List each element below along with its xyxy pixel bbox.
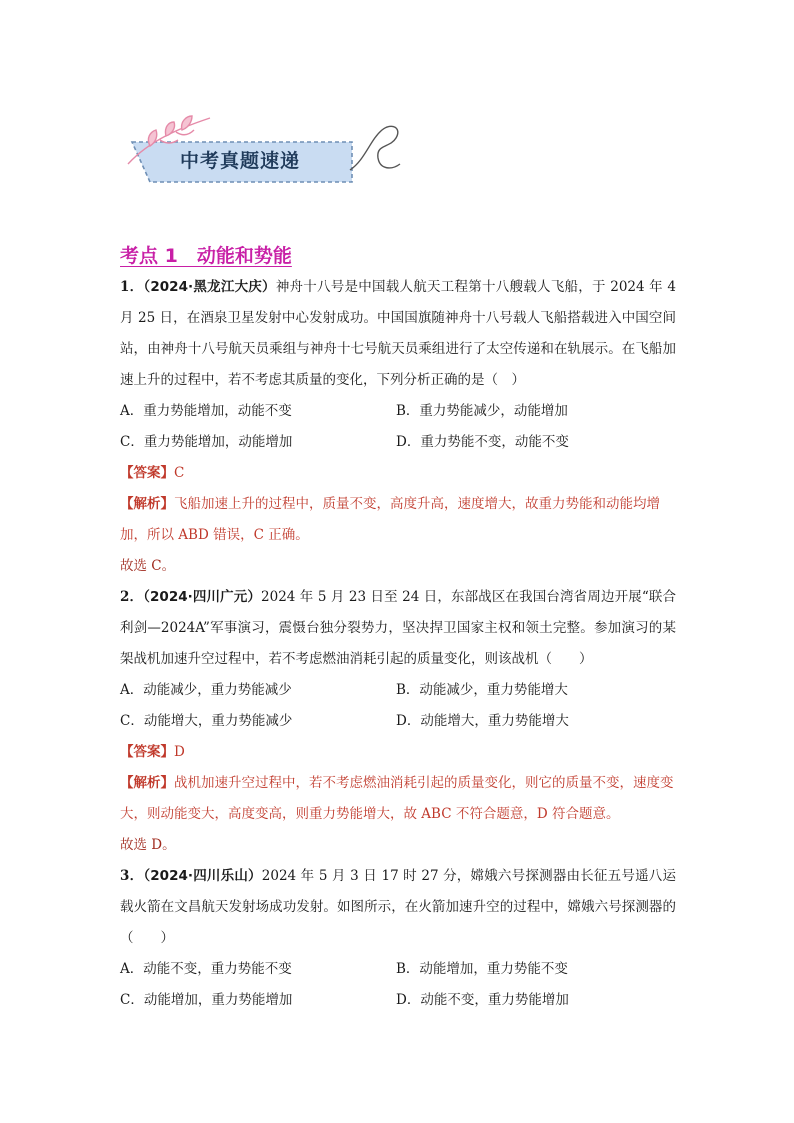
- analysis-text: 战机加速升空过程中，若不考虑燃油消耗引起的质量变化，则它的质量不变，速度变大，则动能变大，高度变高，则重力势能增大，故 ABC 不符合题意，D 符合题意。: [120, 775, 674, 822]
- option-c: C．动能增加，重力势能增加: [120, 992, 293, 1008]
- conclusion: 故选 D。: [120, 837, 176, 853]
- option-a: A．重力势能增加，动能不变: [120, 403, 292, 419]
- option-c: C．重力势能增加，动能增加: [120, 434, 293, 450]
- question-number: 1．: [120, 279, 144, 295]
- question-list: [120, 272, 676, 1016]
- question-number: 2．: [120, 589, 144, 605]
- option-d: D．动能不变，重力势能增加: [396, 992, 569, 1008]
- answer-value: D: [174, 744, 185, 760]
- question-source: （2024·黑龙江大庆）: [143, 279, 276, 295]
- section-banner: [120, 100, 410, 195]
- question-2: [120, 582, 676, 861]
- question-number: 3．: [120, 868, 144, 884]
- analysis-line: [120, 489, 676, 551]
- option-grid: [120, 675, 676, 737]
- question-source: （2024·四川乐山）: [143, 868, 262, 884]
- answer-label: 【答案】: [120, 465, 174, 481]
- option-grid: [120, 954, 676, 1016]
- analysis-line: [120, 768, 676, 830]
- option-b: B．重力势能减少，动能增加: [396, 403, 568, 419]
- answer-label: 【答案】: [120, 744, 174, 760]
- question-stem: 2024 年 5 月 23 日至 24 日，东部战区在我国台湾省周边开展“联合利剑—2024A”军事演习，震慑台独分裂势力，坚决捍卫国家主权和领土完整。参加演习的某架战机加速升空过程中，若不考虑燃油消耗引起的质量变化，则该战机（ ）: [120, 589, 676, 667]
- answer-line: [120, 737, 676, 768]
- question-1: [120, 272, 676, 582]
- section-heading: 考点 1 动能和势能: [120, 245, 292, 267]
- analysis-text: 飞船加速上升的过程中，质量不变，高度升高，速度增大，故重力势能和动能均增加，所以 ABD 错误，C 正确。: [120, 496, 660, 543]
- question-source: （2024·四川广元）: [143, 589, 262, 605]
- conclusion: 故选 C。: [120, 558, 176, 574]
- banner-title: 中考真题速递: [180, 150, 301, 172]
- analysis-label: 【解析】: [120, 496, 174, 512]
- option-c: C．动能增大，重力势能减少: [120, 713, 293, 729]
- analysis-label: 【解析】: [120, 775, 174, 791]
- answer-value: C: [174, 465, 185, 481]
- option-d: D．重力势能不变，动能不变: [396, 434, 569, 450]
- question-stem: 神舟十八号是中国载人航天工程第十八艘载人飞船，于 2024 年 4 月 25 日，在酒泉卫星发射中心发射成功。中国国旗随神舟十八号载人飞船搭载进入中国空间站，由神舟十八号航天员乘组与神舟十七号航天员乘组进行了太空传递和在轨展示。在飞船加速上升的过程中，若不考虑其质量的变化，下列分析正确的是（ ）: [120, 279, 676, 388]
- option-a: A．动能不变，重力势能不变: [120, 961, 292, 977]
- option-b: B．动能增加，重力势能不变: [396, 961, 568, 977]
- option-d: D．动能增大，重力势能增大: [396, 713, 569, 729]
- question-3: [120, 861, 676, 1016]
- answer-line: [120, 458, 676, 489]
- option-grid: [120, 396, 676, 458]
- option-b: B．动能减少，重力势能增大: [396, 682, 568, 698]
- option-a: A．动能减少，重力势能减少: [120, 682, 292, 698]
- question-stem: 2024 年 5 月 3 日 17 时 27 分，嫦娥六号探测器由长征五号遥八运载火箭在文昌航天发射场成功发射。如图所示，在火箭加速升空的过程中，嫦娥六号探测器的（ ）: [120, 868, 676, 946]
